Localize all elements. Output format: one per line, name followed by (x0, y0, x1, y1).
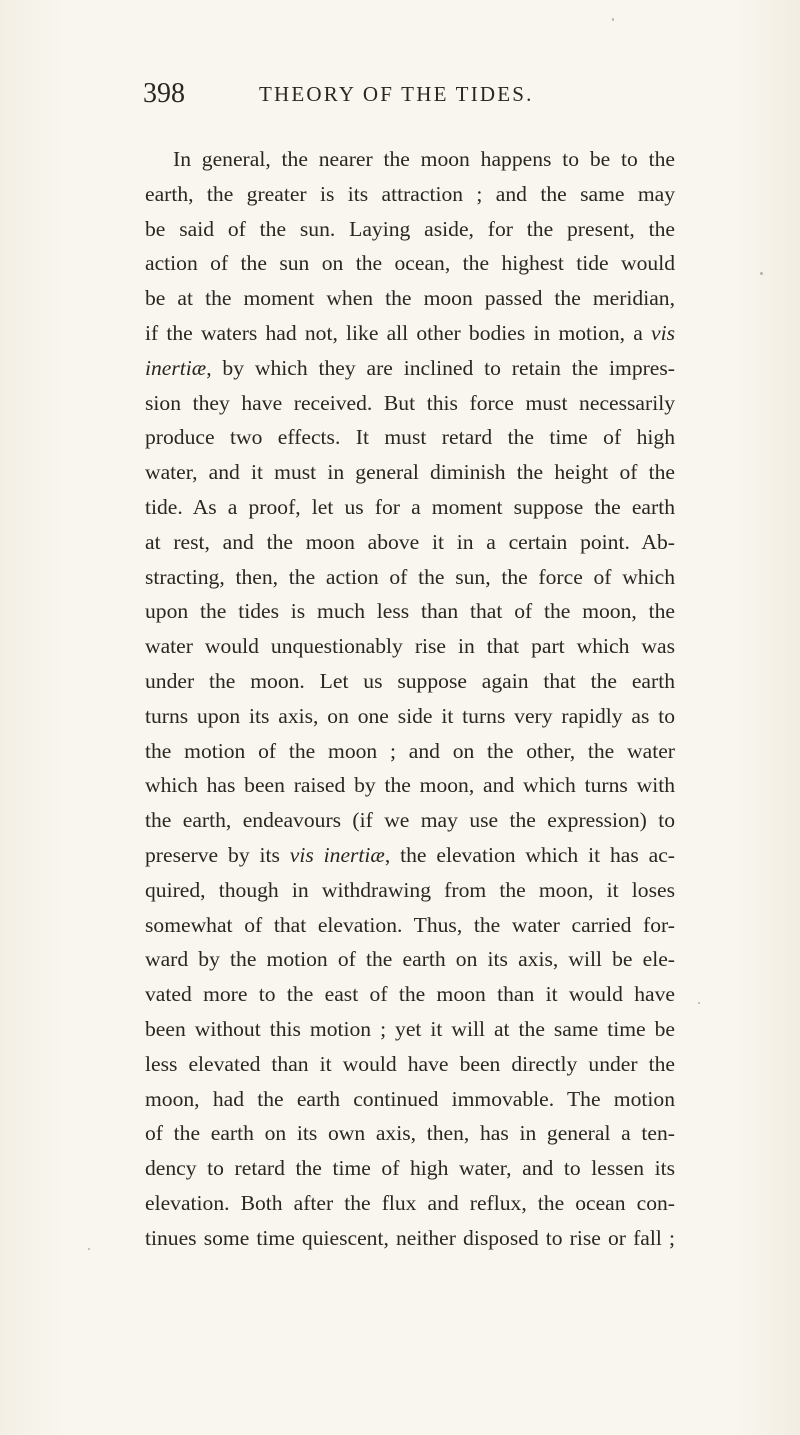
text-line: produce two effects. It must retard the time of high (145, 425, 675, 450)
paper-speck (88, 1248, 90, 1250)
paper-speck (612, 18, 614, 21)
text-line: be at the moment when the moon passed the meridian, (145, 286, 675, 311)
text-line: upon the tides is much less than that of the moon, the (145, 599, 675, 624)
text-line: tinues some time quiescent, neither disposed to rise or fall ; (145, 1225, 675, 1250)
text-line: sion they have received. But this force must necessarily (145, 390, 675, 415)
text-line: somewhat of that elevation. Thus, the water carried for- (145, 912, 675, 937)
text-line: water, and it must in general diminish the height of the (145, 460, 675, 485)
text-line: if the waters had not, like all other bodies in motion, a vis (145, 320, 675, 345)
page-header (143, 74, 613, 114)
paper-speck (760, 272, 763, 275)
italic-phrase: vis inertiæ (289, 842, 385, 867)
text-line: water would unquestionably rise in that part which was (145, 634, 675, 659)
text-line: stracting, then, the action of the sun, the force of which (145, 564, 675, 589)
paper-speck (698, 1002, 700, 1004)
text-line: vated more to the east of the moon than it would have (145, 982, 675, 1007)
text-line: the motion of the moon ; and on the other, the water (145, 738, 675, 763)
text-line: dency to retard the time of high water, and to lessen its (145, 1156, 675, 1181)
italic-phrase: vis (651, 320, 675, 345)
text-line: at rest, and the moon above it in a certain point. Ab- (145, 529, 675, 554)
text-line: less elevated than it would have been directly under the (145, 1051, 675, 1076)
text-line: In general, the nearer the moon happens to be to the (173, 147, 675, 171)
text-line: which has been raised by the moon, and which turns with (145, 773, 675, 798)
text-line: moon, had the earth continued immovable. The motion (145, 1086, 675, 1111)
text-line: tide. As a proof, let us for a moment suppose the earth (145, 494, 675, 519)
text-line: be said of the sun. Laying aside, for the present, the (145, 216, 675, 241)
italic-phrase: inertiæ (145, 355, 207, 380)
page-number: 398 (143, 78, 185, 109)
text-line: inertiæ, by which they are inclined to retain the impres- (145, 355, 675, 380)
text-line: been without this motion ; yet it will at the same time be (145, 1016, 675, 1041)
text-line: ward by the motion of the earth on its axis, will be ele- (145, 947, 675, 972)
text-line: action of the sun on the ocean, the highest tide would (145, 251, 675, 276)
text-line: elevation. Both after the flux and reflux, the ocean con- (145, 1190, 675, 1215)
text-line: the earth, endeavours (if we may use the expression) to (145, 808, 675, 833)
text-line: under the moon. Let us suppose again that the earth (145, 668, 675, 693)
running-head: THEORY OF THE TIDES. (259, 82, 534, 106)
body-paragraph (145, 142, 675, 1256)
text-line: of the earth on its own axis, then, has in general a ten- (145, 1121, 675, 1146)
text-line: turns upon its axis, on one side it turns very rapidly as to (145, 703, 675, 728)
text-line: preserve by its vis inertiæ, the elevation which it has ac- (145, 842, 675, 867)
text-line: earth, the greater is its attraction ; and the same may (145, 181, 675, 206)
text-line: quired, though in withdrawing from the moon, it loses (145, 877, 675, 902)
